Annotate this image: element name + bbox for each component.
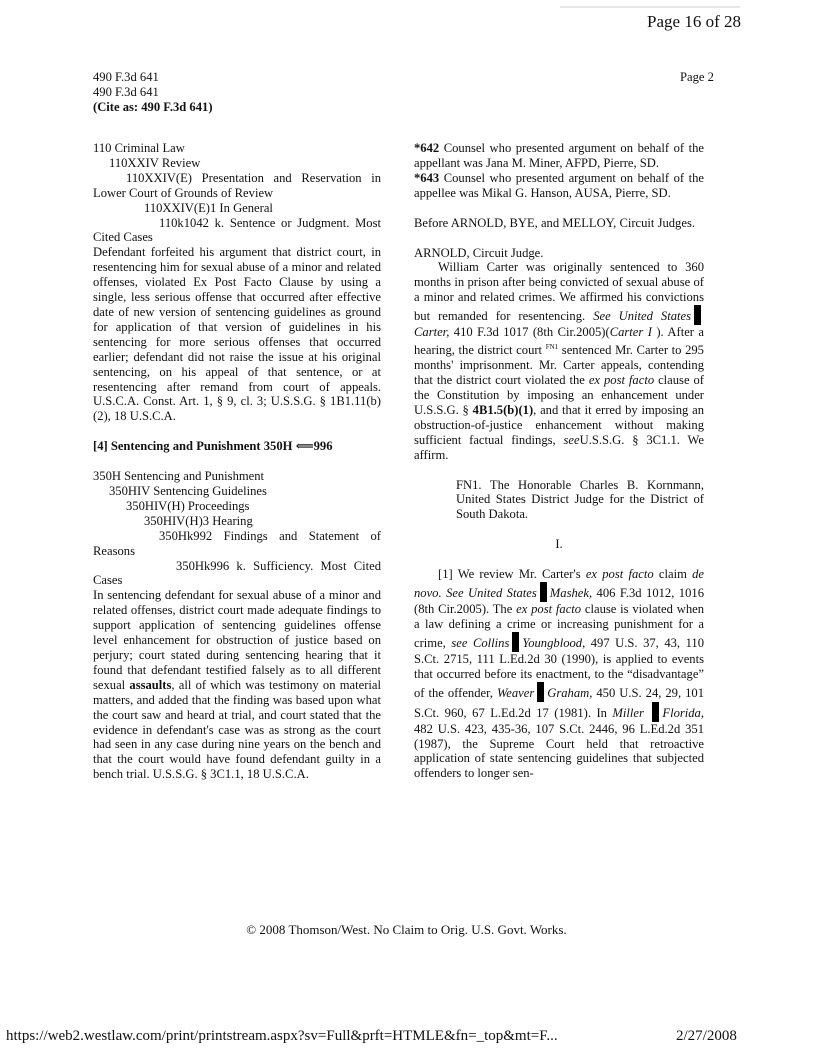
scan-artifact — [560, 6, 740, 8]
redaction-mark — [537, 682, 544, 702]
copyright-notice: © 2008 Thomson/West. No Claim to Orig. U.S. Govt. Works. — [246, 922, 567, 937]
redaction-mark — [694, 305, 701, 325]
opinion-paragraph: [1] We review Mr. Carter's ex post facto claim de novo. See United States Mashek, 406 F.3d 1012, 1016 (8th Cir.2005). The ex post facto clause is violated when a law defining a crime or increasing punishment for a crime, see Collins Youngblood, 497 U.S. 37, 43, 110 S.Ct. 2715, 111 L.Ed.2d 30 (1990), is applied to events that occurred before its enactment, to the “disadvantage” of the offender, Weaver Graham, 450 U.S. 24, 29, 101 S.Ct. 960, 67 L.Ed.2d 17 (1981). In Miller Florida, 482 U.S. 423, 435-36, 107 S.Ct. 2446, 96 L.Ed.2d 351 (1987), the Supreme Court held that retroactive application of state sentencing guidelines that subjected offenders to longer sen- — [414, 567, 705, 781]
counsel-appellee: *643 Counsel who presented argument on behalf of the appellee was Mikal G. Hanson, AUSA, Pierre, SD. — [414, 170, 704, 200]
print-date: 2/27/2008 — [676, 1028, 737, 1044]
key-number: 350HIV(H)3 Hearing — [144, 513, 253, 528]
redaction-mark — [512, 632, 519, 652]
highlighted-term: assaults — [129, 677, 172, 692]
key-number: 350HIV Sentencing Guidelines — [109, 484, 267, 499]
footnote-ref[interactable]: FN1 — [545, 343, 559, 352]
redaction-mark — [652, 702, 659, 722]
key-number: 110XXIV Review — [109, 155, 201, 170]
holding-text: Defendant forfeited his argument that district court, in resentencing him for sexual abuse of a minor and related offenses, violated Ex Post Facto Clause by using a single, less serious offense that occurred after effective date of new version of sentencing guidelines as ground for application of that version of guidelines in his sentencing for more serious offenses that occurred earlier; defendant did not raise the issue at his original sentencing, on his appeal of that sentence, or at resentencing after remand from court of appeals. U.S.C.A. Const. Art. 1, § 9, cl. 3; U.S.S.G. § 1B1.11(b)(2), 18 U.S.C.A. — [93, 245, 381, 424]
section-heading: I. — [555, 537, 563, 552]
key-number: 110 Criminal Law — [93, 141, 185, 155]
key-number: 350Hk992 Findings and Statement of Reasons — [93, 528, 381, 558]
page-label: Page 2 — [680, 70, 714, 84]
citation-1: 490 F.3d 641 — [93, 70, 159, 84]
opinion-author: ARNOLD, Circuit Judge. — [414, 245, 544, 260]
print-url: https://web2.westlaw.com/print/printstream.aspx?sv=Full&prft=HTMLE&fn=_top&mt=F... — [6, 1028, 558, 1044]
footnote: FN1. The Honorable Charles B. Kornmann, United States District Judge for the District of South Dakota. — [456, 477, 704, 522]
page-count: Page 16 of 28 — [647, 12, 741, 31]
key-number: 350Hk996 k. Sufficiency. Most Cited Cases — [93, 558, 381, 588]
headnote-heading: [4] Sentencing and Punishment 350H ⟸996 — [93, 439, 333, 454]
key-number: 110XXIV(E)1 In General — [144, 200, 273, 215]
key-number: 110k1042 k. Sentence or Judgment. Most Cited Cases — [93, 215, 381, 245]
redaction-mark — [540, 582, 547, 602]
key-number: 350HIV(H) Proceedings — [126, 498, 250, 513]
cite-as: (Cite as: 490 F.3d 641) — [93, 100, 213, 114]
citation-2: 490 F.3d 641 — [93, 85, 159, 99]
holding-text: In sentencing defendant for sexual abuse of a minor and related offenses, district court made adequate findings to support application of sentencing guidelines offense level enhancement for obstruction of justice based on perjury; court stated during sentencing hearing that it found that defendant testified falsely as to all different sexual assaults, all of which was testimony on material matters, and added that the finding was based upon what the court saw and heard at trial, and court stated that the evidence in defendant's case was as strong as the court had seen in any case during nine years on the bench and that the court would have found defendant guilty in a bench trial. U.S.S.G. § 3C1.1, 18 U.S.C.A. — [93, 588, 381, 782]
panel-judges: Before ARNOLD, BYE, and MELLOY, Circuit Judges. — [414, 215, 695, 230]
left-column — [93, 141, 381, 782]
opinion-paragraph: William Carter was originally sentenced to 360 months in prison after being convicted of sexual abuse of a minor and related crimes. We affirmed his convictions but remanded for resentencing. See United StatesCarter, 410 F.3d 1017 (8th Cir.2005)(Carter I ). After a hearing, the district court $^{FN1}$ sentenced Mr. Carter to 295 months' imprisonment. Mr. Carter appeals, contending that the district court violated the ex post facto clause of the Constitution by imposing an enhancement under U.S.S.G. § 4B1.5(b)(1), and that it erred by imposing an obstruction-of-justice enhancement without making sufficient factual findings, seeU.S.S.G. § 3C1.1. We affirm. — [414, 260, 705, 462]
counsel-appellant: *642 Counsel who presented argument on behalf of the appellant was Jana M. Miner, AFPD, Pierre, SD. — [414, 141, 704, 170]
citation-block — [93, 70, 213, 115]
right-column — [414, 141, 704, 781]
key-number: 350H Sentencing and Punishment — [93, 469, 265, 484]
key-number: 110XXIV(E) Presentation and Reservation in Lower Court of Grounds of Review — [93, 170, 381, 200]
